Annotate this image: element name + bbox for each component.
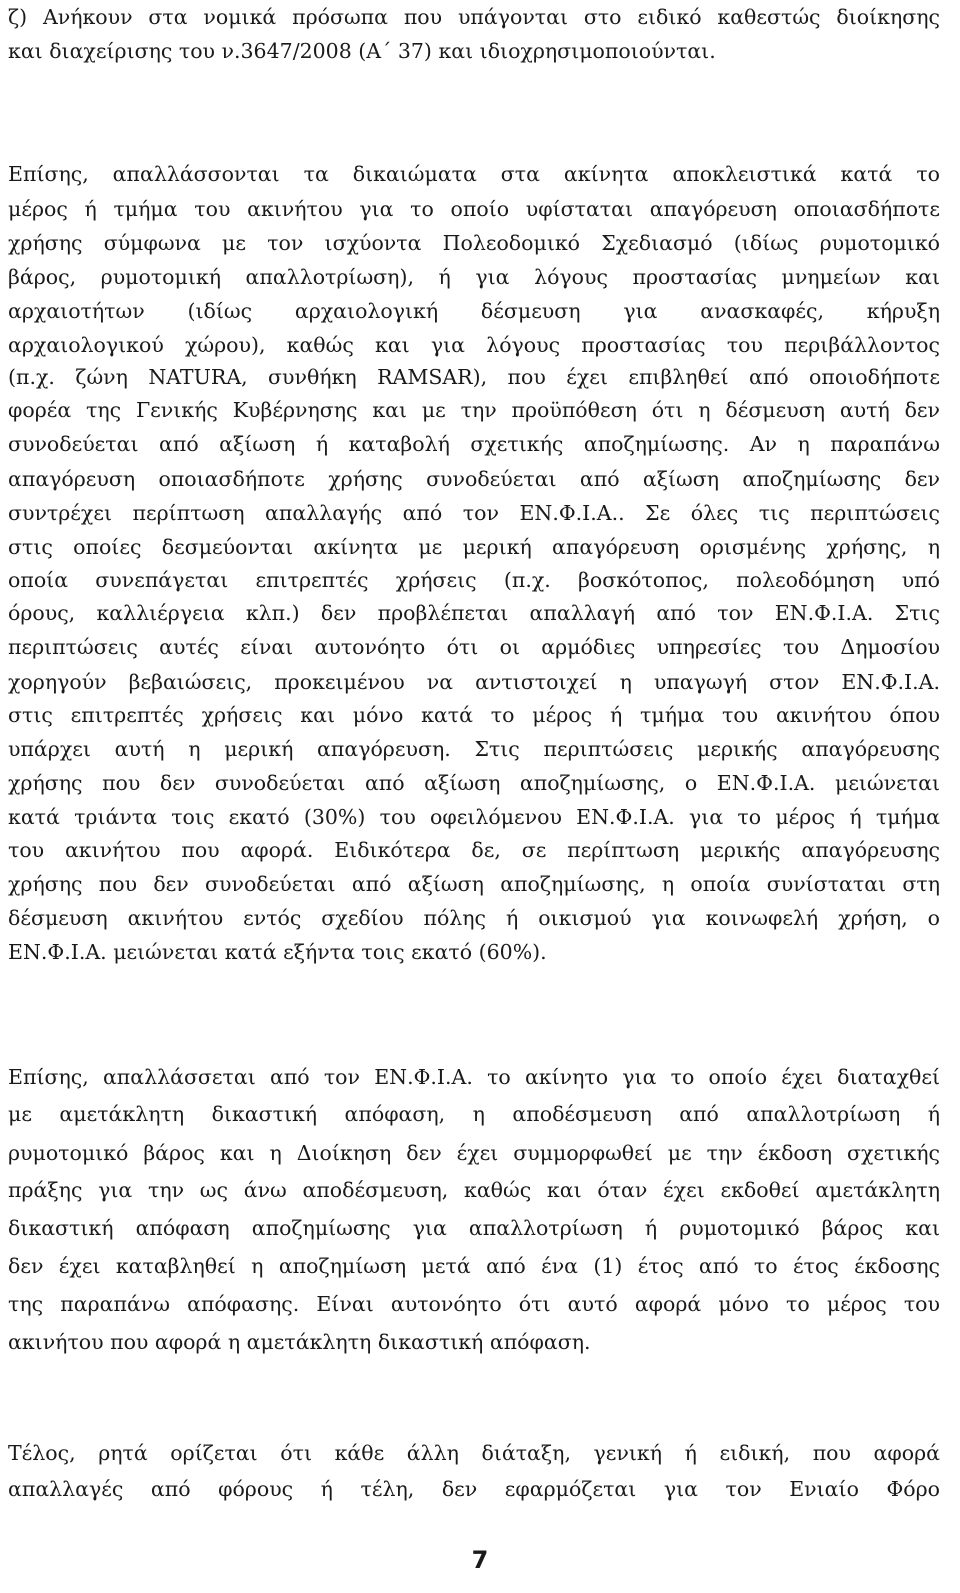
paragraph-line: χορηγούν βεβαιώσεις, προκειμένου να αντιστοιχεί η υπαγωγή στον ΕΝ.Φ.Ι.Α. xyxy=(8,670,940,694)
paragraph-line: χρήσης που δεν συνοδεύεται από αξίωση αποζημίωσης, η οποία συνίσταται στη xyxy=(8,872,940,896)
paragraph-line: αρχαιοτήτων (ιδίως αρχαιολογική δέσμευση για ανασκαφές, κήρυξη xyxy=(8,299,940,323)
paragraph-line: Επίσης, απαλλάσσεται από τον ΕΝ.Φ.Ι.Α. το ακίνητο για το οποίο έχει διαταχθεί xyxy=(8,1065,940,1089)
paragraph-line: υπάρχει αυτή η μερική απαγόρευση. Στις περιπτώσεις μερικής απαγόρευσης xyxy=(8,737,940,761)
paragraph-line: με αμετάκλητη δικαστική απόφαση, η αποδέσμευση από απαλλοτρίωση ή xyxy=(8,1102,940,1126)
paragraph-line: ρυμοτομικό βάρος και η Διοίκηση δεν έχει συμμορφωθεί με την έκδοση σχετικής xyxy=(8,1141,940,1165)
paragraph-line: δέσμευση ακινήτου εντός σχεδίου πόλης ή οικισμού για κοινωφελή χρήση, ο xyxy=(8,906,940,930)
paragraph-line: χρήσης σύμφωνα με τον ισχύοντα Πολεοδομικό Σχεδιασμό (ιδίως ρυμοτομικό xyxy=(8,231,940,255)
paragraph-line: συντρέχει περίπτωση απαλλαγής από τον ΕΝ.Φ.Ι.Α.. Σε όλες τις περιπτώσεις xyxy=(8,501,940,525)
paragraph-line: Επίσης, απαλλάσσονται τα δικαιώματα στα ακίνητα αποκλειστικά κατά το xyxy=(8,162,940,186)
paragraph-line: ΕΝ.Φ.Ι.Α. μειώνεται κατά εξήντα τοις εκατό (60%). xyxy=(8,940,547,964)
paragraph-line: και διαχείρισης του ν.3647/2008 (Α΄ 37) και ιδιοχρησιμοποιούνται. xyxy=(8,39,716,63)
paragraph-line: του ακινήτου που αφορά. Ειδικότερα δε, σε περίπτωση μερικής απαγόρευσης xyxy=(8,838,940,862)
page-number: 7 xyxy=(471,1546,489,1574)
paragraph-line: κατά τριάντα τοις εκατό (30%) του οφειλόμενου ΕΝ.Φ.Ι.Α. για το μέρος ή τμήμα xyxy=(8,805,940,829)
paragraph-line: ζ) Ανήκουν στα νομικά πρόσωπα που υπάγονται στο ειδικό καθεστώς διοίκησης xyxy=(8,5,940,29)
paragraph-line: συνοδεύεται από αξίωση ή καταβολή σχετικής αποζημίωσης. Αν η παραπάνω xyxy=(8,432,940,456)
paragraph-line: δικαστική απόφαση αποζημίωσης για απαλλοτρίωση ή ρυμοτομικό βάρος και xyxy=(8,1216,940,1240)
paragraph-line: χρήσης που δεν συνοδεύεται από αξίωση αποζημίωσης, ο ΕΝ.Φ.Ι.Α. μειώνεται xyxy=(8,771,940,795)
paragraph-line: αρχαιολογικού χώρου), καθώς και για λόγους προστασίας του περιβάλλοντος xyxy=(8,333,940,357)
paragraph-line: στις οποίες δεσμεύονται ακίνητα με μερική απαγόρευση ορισμένης χρήσης, η xyxy=(8,535,940,559)
paragraph-line: (π.χ. ζώνη NATURA, συνθήκη RAMSAR), που έχει επιβληθεί από οποιοδήποτε xyxy=(8,365,940,389)
paragraph-line: δεν έχει καταβληθεί η αποζημίωση μετά από ένα (1) έτος από το έτος έκδοσης xyxy=(8,1254,940,1278)
paragraph-line: οποία συνεπάγεται επιτρεπτές χρήσεις (π.χ. βοσκότοπος, πολεοδόμηση υπό xyxy=(8,568,940,592)
paragraph-line: όρους, καλλιέργεια κλπ.) δεν προβλέπεται απαλλαγή από τον ΕΝ.Φ.Ι.Α. Στις xyxy=(8,601,940,625)
paragraph-line: απαλλαγές από φόρους ή τέλη, δεν εφαρμόζεται για τον Ενιαίο Φόρο xyxy=(8,1477,940,1501)
paragraph-line: ακινήτου που αφορά η αμετάκλητη δικαστική απόφαση. xyxy=(8,1330,591,1354)
paragraph-line: περιπτώσεις αυτές είναι αυτονόητο ότι οι αρμόδιες υπηρεσίες του Δημοσίου xyxy=(8,635,940,659)
paragraph-line: απαγόρευση οποιασδήποτε χρήσης συνοδεύεται από αξίωση αποζημίωσης δεν xyxy=(8,467,940,491)
paragraph-line: μέρος ή τμήμα του ακινήτου για το οποίο υφίσταται απαγόρευση οποιασδήποτε xyxy=(8,197,940,221)
paragraph-line: Τέλος, ρητά ορίζεται ότι κάθε άλλη διάταξη, γενική ή ειδική, που αφορά xyxy=(8,1441,940,1465)
paragraph-line: βάρος, ρυμοτομική απαλλοτρίωση), ή για λόγους προστασίας μνημείων και xyxy=(8,265,940,289)
paragraph-line: πράξης για την ως άνω αποδέσμευση, καθώς και όταν έχει εκδοθεί αμετάκλητη xyxy=(8,1178,940,1202)
paragraph-line: φορέα της Γενικής Κυβέρνησης και με την προϋπόθεση ότι η δέσμευση αυτή δεν xyxy=(8,398,940,422)
paragraph-line: της παραπάνω απόφασης. Είναι αυτονόητο ότι αυτό αφορά μόνο το μέρος του xyxy=(8,1292,940,1316)
paragraph-line: στις επιτρεπτές χρήσεις και μόνο κατά το μέρος ή τμήμα του ακινήτου όπου xyxy=(8,703,940,727)
